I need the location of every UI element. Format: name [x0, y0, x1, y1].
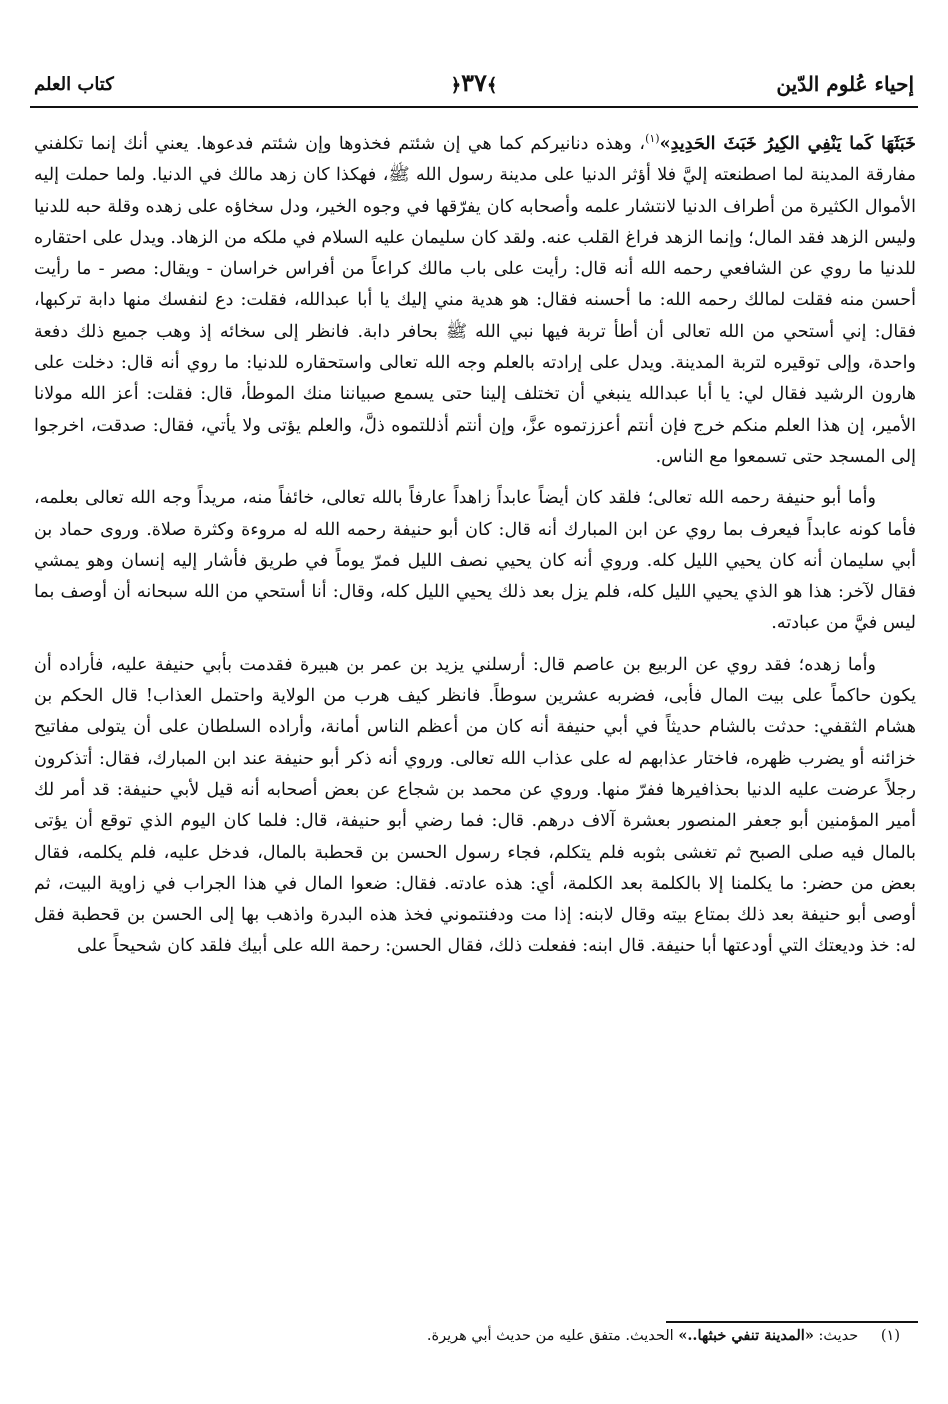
running-header [30, 66, 918, 108]
ornament-right-icon: ﴾ [486, 75, 498, 96]
footnote [200, 1324, 900, 1348]
section-title: كتاب العلم [34, 74, 114, 95]
hadith-quote: خَبَثَهَا كَما يَنْفِي الكِيرُ خَبَثَ الحَدِيدِ» [659, 133, 916, 154]
footnote-reference: (١) [645, 132, 660, 146]
page-number: ٣٧ [461, 68, 487, 97]
paragraph-1 [34, 128, 916, 473]
footnote-hadith: «المدينة تنفي خبثها..» [678, 1327, 814, 1344]
footnote-source: الحديث. متفق عليه من حديث أبي هريرة. [426, 1328, 674, 1344]
paragraph-1-text: ، وهذه دنانيركم كما هي إن شئتم فخذوها وإن شئتم فدعوها. يعني أنك إنما تكلفني مفارقة المدينة لما اصطنعته إليَّ فلا أؤثر الدنيا على مدينة رسول الله ﷺ، فهكذا كان زهد مالك في الدنيا. ولما حملت إليه الأموال الكثيرة من أطراف الدنيا لانتشار علمه وأصحابه كان يفرّقها في وجوه الخير، ودل سخاؤه على زهده وقلة حبه للدنيا وليس الزهد فقد المال؛ وإنما الزهد فراغ القلب عنه. ولقد كان سليمان عليه السلام في ملكه من الزهاد. ويدل على احتقاره للدنيا ما روي عن الشافعي رحمه الله أنه قال: رأيت على باب مالك كراعاً من أفراس خراسان - ويقال: مصر - ما رأيت أحسن منه فقلت لمالك رحمه الله: ما أحسنه فقال: هو هدية مني إليك يا أبا عبدالله، فقلت: دع لنفسك منها دابة تركبها، فقال: إني أستحي من الله تعالى أن أطأ تربة فيها نبي الله ﷺ بحافر دابة. فانظر إلى سخائه إذ وهب جميع ذلك دفعة واحدة، وإلى توقيره لتربة المدينة. ويدل على إرادته بالعلم وجه الله تعالى واستحقاره للدنيا: ما روي أنه قال: دخلت على هارون الرشيد فقال لي: يا أبا عبدالله ينبغي أن تختلف إلينا حتى يسمع صبياننا منك الموطأ، قال: فقلت: أعز الله مولانا الأمير، إن هذا العلم منكم خرج فإن أنتم أعززتموه عزَّ، وإن أنتم أذللتموه ذلَّ، والعلم يؤتى ولا يأتي، فقال: صدقت، اخرجوا إلى المسجد حتى تسمعوا مع الناس. [34, 134, 916, 467]
footnote-number: (١) [880, 1328, 900, 1344]
footnote-lead: حديث: [818, 1328, 859, 1344]
paragraph-2: وأما أبو حنيفة رحمه الله تعالى؛ فلقد كان أيضاً عابداً زاهداً عارفاً بالله تعالى، خائفاً منه، مريداً وجه الله تعالى بعلمه، فأما كونه عابداً فيعرف بما روي عن ابن المبارك أنه قال: كان أبو حنيفة رحمه الله له مروءة وكثرة صلاة. وروى حماد بن أبي سليمان أنه كان يحيي الليل كله. وروي أنه كان يحيي نصف الليل فمرّ يوماً في طريق فأشار إليه إنسان وهو يمشي فقال لآخر: هذا هو الذي يحيي الليل كله، فلم يزل بعد ذلك يحيي الليل كله، وقال: أنا أستحي من الله سبحانه أن أوصف بما ليس فيَّ من عبادته. [34, 488, 916, 634]
page-number-ornament [451, 68, 498, 97]
ornament-left-icon: ﴿ [450, 75, 462, 96]
book-title: إحياء عُلوم الدّين [776, 72, 914, 96]
footnote-divider [666, 1321, 918, 1323]
main-text [34, 128, 916, 963]
paragraph-3: وأما زهده؛ فقد روي عن الربيع بن عاصم قال: أرسلني يزيد بن عمر بن هبيرة فقدمت بأبي حنيفة عليه، فأراده أن يكون حاكماً على بيت المال فأبى، فضربه عشرين سوطاً. فانظر كيف هرب من الولاية واحتمل العذاب! قال الحكم بن هشام الثقفي: حدثت بالشام حديثاً في أبي حنيفة أنه كان من أعظم الناس أمانة، وأراده السلطان على أن يتولى مفاتيح خزائنه أو يضرب ظهره، فاختار عذابهم له على عذاب الله تعالى. وروي أنه ذكر أبو حنيفة عند ابن المبارك، فقال: أتذكرون رجلاً عرضت عليه الدنيا بحذافيرها ففرّ منها. وروي عن محمد بن شجاع عن بعض أصحابه أنه قيل لأبي حنيفة: قد أمر لك أمير المؤمنين أبو جعفر المنصور بعشرة آلاف درهم. قال: فما رضي أبو حنيفة، قال: فلما كان اليوم الذي توقع أن يؤتى بالمال فيه صلى الصبح ثم تغشى بثوبه فلم يتكلم، فجاء رسول الحسن بن قحطبة بالمال، فدخل عليه، فلم يكلمه، فقال بعض من حضر: ما يكلمنا إلا بالكلمة بعد الكلمة، أي: هذه عادته. فقال: ضعوا المال في هذا الجراب في زاوية البيت، ثم أوصى أبو حنيفة بعد ذلك بمتاع بيته وقال لابنه: إذا مت ودفنتموني فخذ هذه البدرة واذهب بها إلى الحسن بن قحطبة فقل له: خذ وديعتك التي أودعتها أبا حنيفة. قال ابنه: ففعلت ذلك، فقال الحسن: رحمة الله على أبيك فلقد كان شحيحاً على [34, 654, 916, 957]
